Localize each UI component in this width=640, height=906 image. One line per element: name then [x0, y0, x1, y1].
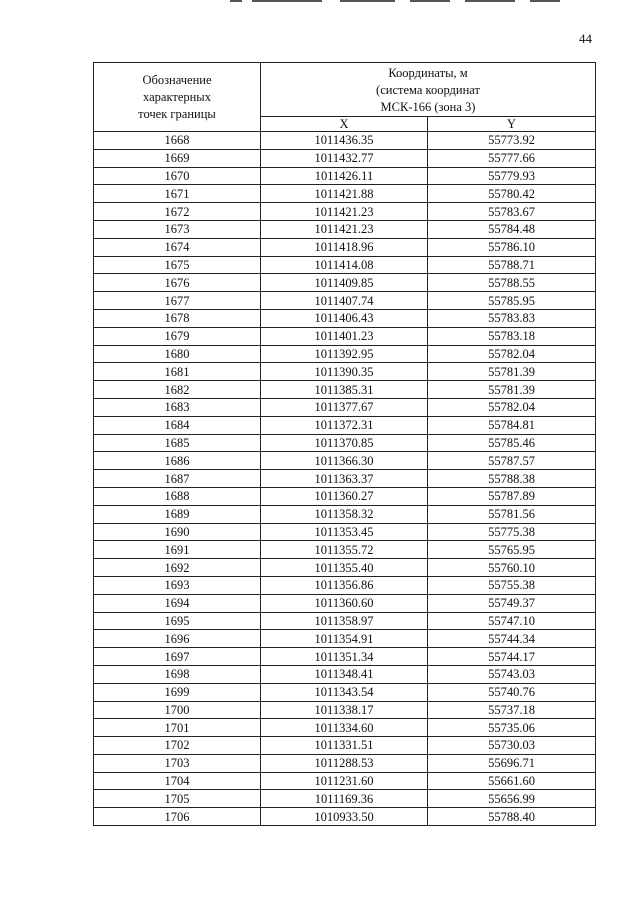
header-designation-line: Обозначение: [142, 72, 212, 87]
x-coordinate-cell: 1011406.43: [261, 309, 428, 327]
y-coordinate-cell: 55783.83: [428, 309, 596, 327]
point-id-cell: 1694: [94, 594, 261, 612]
point-id-cell: 1673: [94, 220, 261, 238]
x-coordinate-cell: 1011432.77: [261, 149, 428, 167]
x-coordinate-cell: 1011401.23: [261, 327, 428, 345]
table-row: [94, 238, 596, 256]
point-id-cell: 1679: [94, 327, 261, 345]
y-coordinate-cell: 55730.03: [428, 737, 596, 755]
point-id-cell: 1689: [94, 505, 261, 523]
table-row: [94, 523, 596, 541]
table-row: [94, 665, 596, 683]
y-coordinate-cell: 55755.38: [428, 576, 596, 594]
table-row: [94, 754, 596, 772]
x-coordinate-cell: 1011288.53: [261, 754, 428, 772]
point-id-cell: 1669: [94, 149, 261, 167]
point-id-cell: 1671: [94, 185, 261, 203]
point-id-cell: 1672: [94, 203, 261, 221]
point-id-cell: 1677: [94, 292, 261, 310]
x-coordinate-cell: 1011418.96: [261, 238, 428, 256]
x-coordinate-cell: 1011392.95: [261, 345, 428, 363]
point-id-cell: 1686: [94, 452, 261, 470]
x-coordinate-cell: 1011231.60: [261, 772, 428, 790]
table-row: [94, 576, 596, 594]
point-id-cell: 1691: [94, 541, 261, 559]
header-coordinates-line: Координаты, м: [388, 66, 468, 80]
x-coordinate-cell: 1011390.35: [261, 363, 428, 381]
x-coordinate-cell: 1011169.36: [261, 790, 428, 808]
y-coordinate-cell: 55781.39: [428, 381, 596, 399]
y-coordinate-cell: 55783.67: [428, 203, 596, 221]
point-id-cell: 1693: [94, 576, 261, 594]
table-row: [94, 541, 596, 559]
point-id-cell: 1668: [94, 132, 261, 150]
point-id-cell: 1681: [94, 363, 261, 381]
y-coordinate-cell: 55661.60: [428, 772, 596, 790]
y-coordinate-cell: 55787.57: [428, 452, 596, 470]
x-coordinate-cell: 1011358.32: [261, 505, 428, 523]
x-coordinate-cell: 1011343.54: [261, 683, 428, 701]
point-id-cell: 1705: [94, 790, 261, 808]
y-coordinate-cell: 55735.06: [428, 719, 596, 737]
x-coordinate-cell: 1011363.37: [261, 470, 428, 488]
header-y: Y: [428, 117, 596, 132]
table-row: [94, 594, 596, 612]
header-coordinates-line: МСК-166 (зона 3): [380, 100, 476, 114]
x-coordinate-cell: 1011356.86: [261, 576, 428, 594]
x-coordinate-cell: 1011358.97: [261, 612, 428, 630]
table-row: [94, 274, 596, 292]
point-id-cell: 1703: [94, 754, 261, 772]
y-coordinate-cell: 55784.48: [428, 220, 596, 238]
x-coordinate-cell: 1011377.67: [261, 398, 428, 416]
point-id-cell: 1674: [94, 238, 261, 256]
table-row: [94, 772, 596, 790]
header-coordinates-line: (система координат: [376, 83, 480, 97]
table-row: [94, 167, 596, 185]
point-id-cell: 1680: [94, 345, 261, 363]
y-coordinate-cell: 55780.42: [428, 185, 596, 203]
y-coordinate-cell: 55740.76: [428, 683, 596, 701]
y-coordinate-cell: 55783.18: [428, 327, 596, 345]
x-coordinate-cell: 1011407.74: [261, 292, 428, 310]
x-coordinate-cell: 1011385.31: [261, 381, 428, 399]
x-coordinate-cell: 1011354.91: [261, 630, 428, 648]
header-row: [94, 63, 596, 117]
y-coordinate-cell: 55787.89: [428, 487, 596, 505]
table-row: [94, 309, 596, 327]
header-designation-line: точек границы: [138, 106, 216, 121]
y-coordinate-cell: 55782.04: [428, 345, 596, 363]
x-coordinate-cell: 1011414.08: [261, 256, 428, 274]
x-coordinate-cell: 1011366.30: [261, 452, 428, 470]
table-row: [94, 416, 596, 434]
y-coordinate-cell: 55749.37: [428, 594, 596, 612]
x-coordinate-cell: 1011360.60: [261, 594, 428, 612]
x-coordinate-cell: 1011355.72: [261, 541, 428, 559]
table-body: [94, 132, 596, 826]
point-id-cell: 1702: [94, 737, 261, 755]
table-row: [94, 808, 596, 826]
y-coordinate-cell: 55785.95: [428, 292, 596, 310]
y-coordinate-cell: 55785.46: [428, 434, 596, 452]
point-id-cell: 1697: [94, 648, 261, 666]
y-coordinate-cell: 55781.39: [428, 363, 596, 381]
table-row: [94, 132, 596, 150]
x-coordinate-cell: 1011421.88: [261, 185, 428, 203]
table-row: [94, 737, 596, 755]
point-id-cell: 1688: [94, 487, 261, 505]
table-row: [94, 185, 596, 203]
table-row: [94, 648, 596, 666]
table-row: [94, 363, 596, 381]
table-row: [94, 790, 596, 808]
y-coordinate-cell: 55777.66: [428, 149, 596, 167]
point-id-cell: 1678: [94, 309, 261, 327]
header-designation-line: характерных: [143, 89, 211, 104]
point-id-cell: 1692: [94, 559, 261, 577]
point-id-cell: 1698: [94, 665, 261, 683]
table-row: [94, 470, 596, 488]
point-id-cell: 1676: [94, 274, 261, 292]
table-row: [94, 559, 596, 577]
y-coordinate-cell: 55773.92: [428, 132, 596, 150]
table-row: [94, 505, 596, 523]
x-coordinate-cell: 1011426.11: [261, 167, 428, 185]
coordinates-table: [93, 62, 596, 826]
x-coordinate-cell: 1011355.40: [261, 559, 428, 577]
point-id-cell: 1695: [94, 612, 261, 630]
table-row: [94, 149, 596, 167]
x-coordinate-cell: 1011421.23: [261, 220, 428, 238]
header-x: X: [261, 117, 428, 132]
x-coordinate-cell: 1011421.23: [261, 203, 428, 221]
y-coordinate-cell: 55788.71: [428, 256, 596, 274]
y-coordinate-cell: 55765.95: [428, 541, 596, 559]
point-id-cell: 1675: [94, 256, 261, 274]
x-coordinate-cell: 1011331.51: [261, 737, 428, 755]
y-coordinate-cell: 55786.10: [428, 238, 596, 256]
y-coordinate-cell: 55788.40: [428, 808, 596, 826]
x-coordinate-cell: 1011338.17: [261, 701, 428, 719]
y-coordinate-cell: 55760.10: [428, 559, 596, 577]
table-row: [94, 719, 596, 737]
point-id-cell: 1670: [94, 167, 261, 185]
table-row: [94, 434, 596, 452]
y-coordinate-cell: 55737.18: [428, 701, 596, 719]
y-coordinate-cell: 55781.56: [428, 505, 596, 523]
y-coordinate-cell: 55744.34: [428, 630, 596, 648]
y-coordinate-cell: 55788.55: [428, 274, 596, 292]
point-id-cell: 1682: [94, 381, 261, 399]
x-coordinate-cell: 1011360.27: [261, 487, 428, 505]
table-row: [94, 630, 596, 648]
y-coordinate-cell: 55784.81: [428, 416, 596, 434]
table-row: [94, 256, 596, 274]
y-coordinate-cell: 55788.38: [428, 470, 596, 488]
x-coordinate-cell: 1011348.41: [261, 665, 428, 683]
header-designation: [94, 63, 261, 132]
point-id-cell: 1687: [94, 470, 261, 488]
y-coordinate-cell: 55775.38: [428, 523, 596, 541]
table-row: [94, 203, 596, 221]
x-coordinate-cell: 1011334.60: [261, 719, 428, 737]
table-row: [94, 220, 596, 238]
table-row: [94, 612, 596, 630]
x-coordinate-cell: 1011351.34: [261, 648, 428, 666]
point-id-cell: 1699: [94, 683, 261, 701]
x-coordinate-cell: 1010933.50: [261, 808, 428, 826]
table-row: [94, 327, 596, 345]
point-id-cell: 1704: [94, 772, 261, 790]
y-coordinate-cell: 55782.04: [428, 398, 596, 416]
y-coordinate-cell: 55656.99: [428, 790, 596, 808]
point-id-cell: 1683: [94, 398, 261, 416]
table-row: [94, 381, 596, 399]
table-row: [94, 292, 596, 310]
scan-edge-marks: [230, 0, 560, 3]
x-coordinate-cell: 1011436.35: [261, 132, 428, 150]
point-id-cell: 1701: [94, 719, 261, 737]
x-coordinate-cell: 1011409.85: [261, 274, 428, 292]
point-id-cell: 1690: [94, 523, 261, 541]
y-coordinate-cell: 55747.10: [428, 612, 596, 630]
y-coordinate-cell: 55744.17: [428, 648, 596, 666]
header-coordinates: [261, 63, 596, 117]
y-coordinate-cell: 55696.71: [428, 754, 596, 772]
point-id-cell: 1684: [94, 416, 261, 434]
point-id-cell: 1706: [94, 808, 261, 826]
x-coordinate-cell: 1011372.31: [261, 416, 428, 434]
table-row: [94, 701, 596, 719]
point-id-cell: 1685: [94, 434, 261, 452]
table-row: [94, 452, 596, 470]
x-coordinate-cell: 1011353.45: [261, 523, 428, 541]
table-row: [94, 487, 596, 505]
page-number: 44: [579, 31, 592, 46]
table-row: [94, 398, 596, 416]
table-row: [94, 683, 596, 701]
point-id-cell: 1700: [94, 701, 261, 719]
point-id-cell: 1696: [94, 630, 261, 648]
y-coordinate-cell: 55743.03: [428, 665, 596, 683]
x-coordinate-cell: 1011370.85: [261, 434, 428, 452]
table-row: [94, 345, 596, 363]
y-coordinate-cell: 55779.93: [428, 167, 596, 185]
table-header: [94, 63, 596, 132]
